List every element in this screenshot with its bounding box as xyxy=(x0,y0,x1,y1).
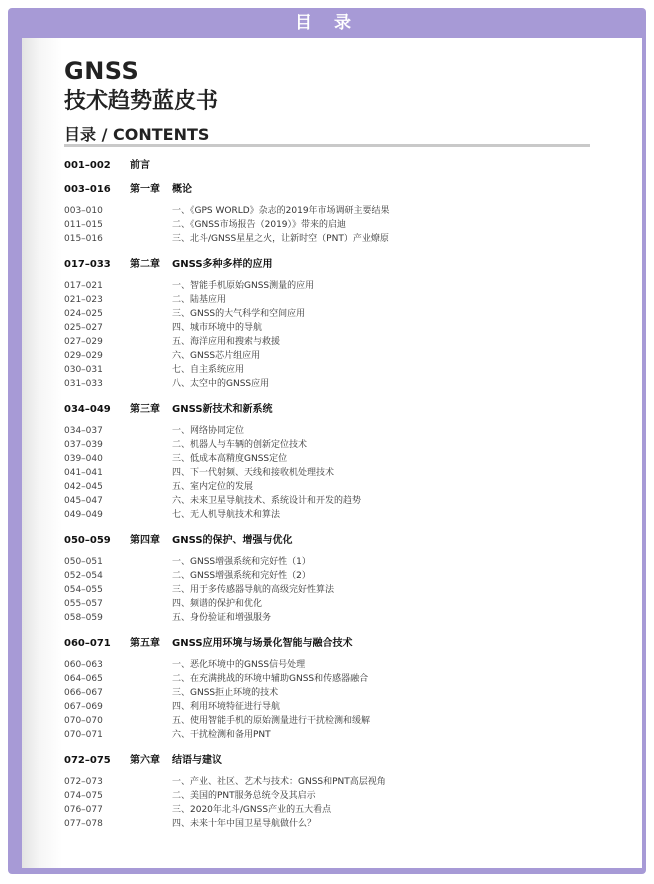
section-title: 三、GNSS拒止环境的技术 xyxy=(172,688,279,698)
section-title: 二、《GNSS市场报告（2019）》带来的启迪 xyxy=(172,220,347,230)
toc-section-entry[interactable] xyxy=(64,686,604,700)
brand-title-cn: 技术趋势蓝皮书 xyxy=(64,89,219,114)
section-title: 一、网络协同定位 xyxy=(172,426,245,436)
section-title: 二、美国的PNT服务总统令及其启示 xyxy=(172,791,316,801)
section-title: 六、未来卫星导航技术、系统设计和开发的趋势 xyxy=(172,496,362,506)
page-range: 072–075 xyxy=(64,755,111,766)
chapter-heading[interactable] xyxy=(64,751,604,771)
page-range: 001–002 xyxy=(64,160,111,171)
toc-section-entry[interactable] xyxy=(64,789,604,803)
section-page-range: 011–015 xyxy=(64,220,103,230)
contents-heading: 目录 / CONTENTS xyxy=(64,125,210,144)
section-list xyxy=(64,279,604,391)
chapter-heading[interactable] xyxy=(64,400,604,420)
toc-section-entry[interactable] xyxy=(64,480,604,494)
chapter-number: 第四章 xyxy=(130,535,160,546)
page-range: 034–049 xyxy=(64,404,111,415)
toc-chapter xyxy=(64,180,604,246)
section-title: 四、频谱的保护和优化 xyxy=(172,599,263,609)
header-title: 目 录 xyxy=(295,13,359,33)
page-frame xyxy=(8,8,646,874)
section-page-range: 077–078 xyxy=(64,819,103,829)
toc-section-entry[interactable] xyxy=(64,466,604,480)
brand-title-en: GNSS xyxy=(64,57,140,85)
section-page-range: 050–051 xyxy=(64,557,103,567)
toc-section-entry[interactable] xyxy=(64,803,604,817)
section-title: 一、GNSS增强系统和完好性（1） xyxy=(172,557,311,567)
section-page-range: 042–045 xyxy=(64,482,103,492)
toc-chapter xyxy=(64,531,604,625)
chapter-title: GNSS新技术和新系统 xyxy=(172,404,273,415)
chapter-heading[interactable] xyxy=(64,180,604,200)
front-label: 前言 xyxy=(130,160,150,171)
section-page-range: 049–049 xyxy=(64,510,103,520)
section-title: 二、机器人与车辆的创新定位技术 xyxy=(172,440,308,450)
toc-chapter xyxy=(64,634,604,742)
section-title: 一、智能手机原始GNSS测量的应用 xyxy=(172,281,315,291)
section-title: 四、利用环境特征进行导航 xyxy=(172,702,281,712)
section-list xyxy=(64,775,604,831)
section-list xyxy=(64,424,604,522)
toc-section-entry[interactable] xyxy=(64,611,604,625)
toc-section-entry[interactable] xyxy=(64,232,604,246)
chapter-number: 第六章 xyxy=(130,755,160,766)
section-page-range: 076–077 xyxy=(64,805,103,815)
section-page-range: 031–033 xyxy=(64,379,103,389)
section-page-range: 025–027 xyxy=(64,323,103,333)
section-title: 三、GNSS的大气科学和空间应用 xyxy=(172,309,306,319)
toc-section-entry[interactable] xyxy=(64,424,604,438)
section-page-range: 015–016 xyxy=(64,234,103,244)
chapter-title: GNSS的保护、增强与优化 xyxy=(172,535,293,546)
section-title: 四、下一代射频、天线和接收机处理技术 xyxy=(172,468,335,478)
section-list xyxy=(64,204,604,246)
chapter-title: GNSS多种多样的应用 xyxy=(172,259,273,270)
page-range: 050–059 xyxy=(64,535,111,546)
toc-section-entry[interactable] xyxy=(64,597,604,611)
toc-section-entry[interactable] xyxy=(64,583,604,597)
toc-section-entry[interactable] xyxy=(64,321,604,335)
toc-section-entry[interactable] xyxy=(64,438,604,452)
toc-list xyxy=(64,156,604,840)
section-page-range: 074–075 xyxy=(64,791,103,801)
section-list xyxy=(64,555,604,625)
section-title: 八、太空中的GNSS应用 xyxy=(172,379,270,389)
chapter-number: 第五章 xyxy=(130,638,160,649)
section-page-range: 052–054 xyxy=(64,571,103,581)
toc-section-entry[interactable] xyxy=(64,728,604,742)
toc-section-entry[interactable] xyxy=(64,658,604,672)
page-range: 003–016 xyxy=(64,184,111,195)
section-title: 三、用于多传感器导航的高级完好性算法 xyxy=(172,585,335,595)
section-page-range: 039–040 xyxy=(64,454,103,464)
section-title: 七、自主系统应用 xyxy=(172,365,245,375)
section-title: 一、《GPS WORLD》杂志的2019年市场调研主要结果 xyxy=(172,206,390,216)
section-page-range: 067–069 xyxy=(64,702,103,712)
chapter-number: 第三章 xyxy=(130,404,160,415)
toc-section-entry[interactable] xyxy=(64,307,604,321)
brand-block xyxy=(64,56,218,145)
toc-section-entry[interactable] xyxy=(64,452,604,466)
section-page-range: 003–010 xyxy=(64,206,103,216)
chapter-heading[interactable] xyxy=(64,255,604,275)
section-title: 一、产业、社区、艺术与技术：GNSS和PNT高层视角 xyxy=(172,777,386,787)
toc-section-entry[interactable] xyxy=(64,494,604,508)
section-title: 五、身份验证和增强服务 xyxy=(172,613,272,623)
section-title: 六、GNSS芯片组应用 xyxy=(172,351,261,361)
section-title: 五、海洋应用和搜索与救援 xyxy=(172,337,281,347)
section-page-range: 066–067 xyxy=(64,688,103,698)
chapter-number: 第二章 xyxy=(130,259,160,270)
section-title: 二、在充满挑战的环境中辅助GNSS和传感器融合 xyxy=(172,674,369,684)
heading-divider xyxy=(64,144,590,147)
section-list xyxy=(64,658,604,742)
toc-section-entry[interactable] xyxy=(64,555,604,569)
section-page-range: 064–065 xyxy=(64,674,103,684)
chapter-title: 结语与建议 xyxy=(172,755,222,766)
toc-section-entry[interactable] xyxy=(64,293,604,307)
section-title: 二、GNSS增强系统和完好性（2） xyxy=(172,571,311,581)
section-title: 三、2020年北斗/GNSS产业的五大看点 xyxy=(172,805,332,815)
section-title: 六、干扰检测和备用PNT xyxy=(172,730,271,740)
chapter-number: 第一章 xyxy=(130,184,160,195)
section-page-range: 027–029 xyxy=(64,337,103,347)
section-page-range: 045–047 xyxy=(64,496,103,506)
section-page-range: 054–055 xyxy=(64,585,103,595)
section-page-range: 024–025 xyxy=(64,309,103,319)
toc-section-entry[interactable] xyxy=(64,672,604,686)
section-page-range: 072–073 xyxy=(64,777,103,787)
toc-section-entry[interactable] xyxy=(64,714,604,728)
toc-section-entry[interactable] xyxy=(64,377,604,391)
toc-section-entry[interactable] xyxy=(64,508,604,522)
section-page-range: 034–037 xyxy=(64,426,103,436)
section-title: 四、未来十年中国卫星导航做什么？ xyxy=(172,819,317,829)
section-page-range: 021–023 xyxy=(64,295,103,305)
page-range: 060–071 xyxy=(64,638,111,649)
section-title: 一、恶化环境中的GNSS信号处理 xyxy=(172,660,306,670)
toc-section-entry[interactable] xyxy=(64,335,604,349)
section-page-range: 070–070 xyxy=(64,716,103,726)
section-title: 五、使用智能手机的原始测量进行干扰检测和缓解 xyxy=(172,716,371,726)
section-title: 四、城市环境中的导航 xyxy=(172,323,263,333)
section-page-range: 060–063 xyxy=(64,660,103,670)
chapter-heading[interactable] xyxy=(64,634,604,654)
toc-chapter xyxy=(64,400,604,522)
chapter-title: 概论 xyxy=(172,184,192,195)
toc-section-entry[interactable] xyxy=(64,279,604,293)
chapter-title: GNSS应用环境与场景化智能与融合技术 xyxy=(172,638,353,649)
toc-section-entry[interactable] xyxy=(64,700,604,714)
section-page-range: 037–039 xyxy=(64,440,103,450)
section-page-range: 058–059 xyxy=(64,613,103,623)
section-page-range: 017–021 xyxy=(64,281,103,291)
toc-section-entry[interactable] xyxy=(64,569,604,583)
section-page-range: 055–057 xyxy=(64,599,103,609)
toc-chapter xyxy=(64,255,604,391)
toc-front-entry[interactable] xyxy=(64,156,604,176)
section-page-range: 030–031 xyxy=(64,365,103,375)
toc-section-entry[interactable] xyxy=(64,363,604,377)
toc-section-entry[interactable] xyxy=(64,218,604,232)
toc-page xyxy=(22,38,642,868)
section-page-range: 029–029 xyxy=(64,351,103,361)
page-range: 017–033 xyxy=(64,259,111,270)
toc-section-entry[interactable] xyxy=(64,817,604,831)
toc-section-entry[interactable] xyxy=(64,775,604,789)
toc-section-entry[interactable] xyxy=(64,349,604,363)
section-page-range: 070–071 xyxy=(64,730,103,740)
section-title: 七、无人机导航技术和算法 xyxy=(172,510,281,520)
section-page-range: 041–041 xyxy=(64,468,103,478)
section-title: 三、低成本高精度GNSS定位 xyxy=(172,454,288,464)
section-title: 二、陆基应用 xyxy=(172,295,227,305)
chapter-heading[interactable] xyxy=(64,531,604,551)
section-title: 五、室内定位的发展 xyxy=(172,482,254,492)
section-title: 三、北斗/GNSS星星之火，让新时空（PNT）产业燎原 xyxy=(172,234,389,244)
toc-section-entry[interactable] xyxy=(64,204,604,218)
toc-chapter xyxy=(64,751,604,831)
